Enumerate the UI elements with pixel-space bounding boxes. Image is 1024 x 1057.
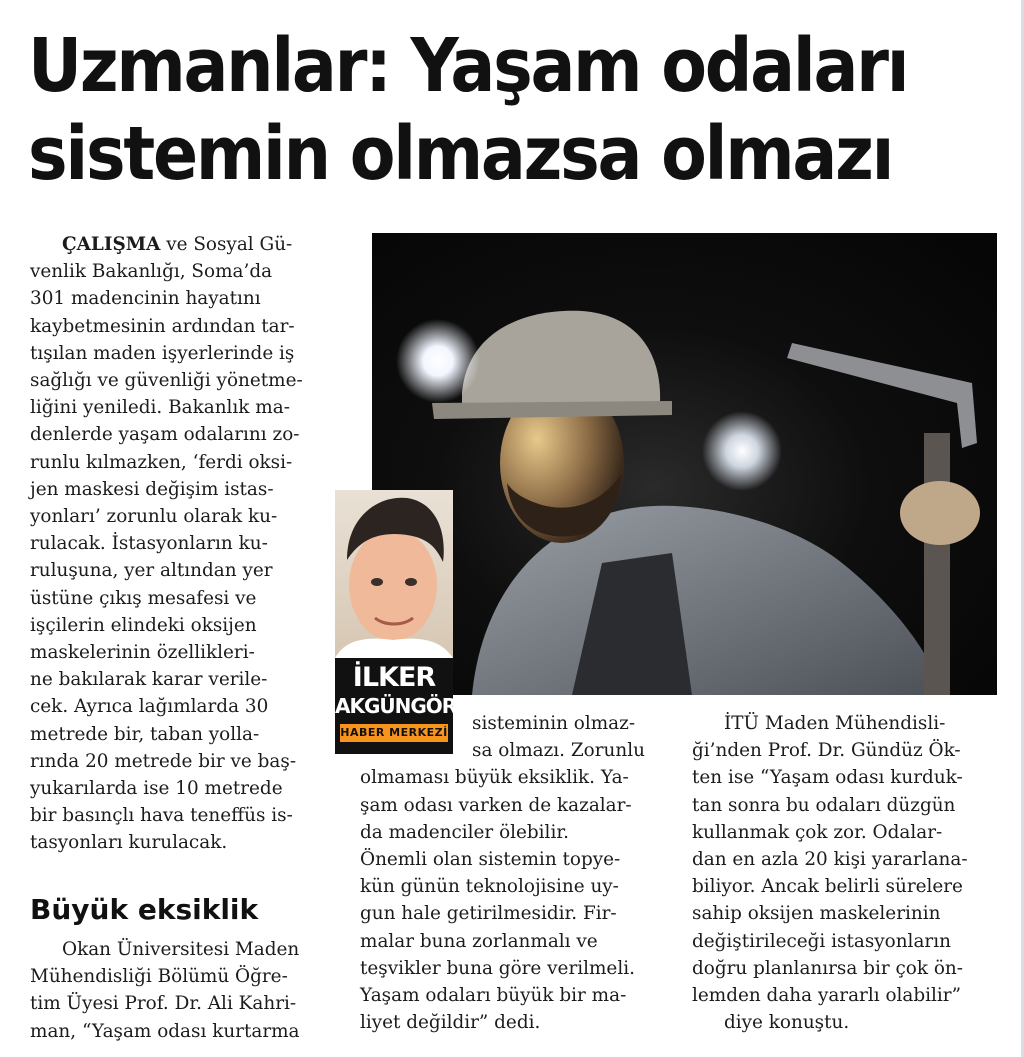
reporter-eye-left: [371, 578, 383, 586]
miner-photo: [372, 233, 997, 695]
text-line: tim Üyesi Prof. Dr. Ali Kahri-: [30, 993, 297, 1015]
headline-line-2: sistemin olmazsa olmazı: [28, 111, 893, 197]
text-line: yukarılarda ise 10 metrede: [30, 778, 283, 800]
pickaxe-handle: [924, 433, 950, 695]
article-column-3: [692, 710, 992, 1036]
text-line: runlu kılmazken, ‘ferdi oksi-: [30, 451, 293, 473]
lead-word: ÇALIŞMA: [62, 234, 161, 255]
text-line: rında 20 metrede bir ve baş-: [30, 750, 297, 772]
pickaxe-head: [787, 343, 977, 448]
text-line: tasyonları kurulacak.: [30, 832, 228, 854]
text-line: jen maskesi değişim istas-: [30, 478, 274, 500]
text-line: olmaması büyük eksiklik. Ya-: [360, 767, 629, 789]
text-line: da madenciler ölebilir.: [360, 821, 569, 843]
text-line: sisteminin olmaz-: [472, 713, 636, 734]
tunnel-light: [702, 411, 782, 491]
reporter-photo: [335, 490, 453, 658]
text-line: ten ise “Yaşam odası kurduk-: [692, 767, 963, 789]
text-line: ne bakılarak karar verile-: [30, 669, 268, 691]
text-line: rulacak. İstasyonların ku-: [30, 533, 268, 555]
byline-last-name: AKGÜNGÖR: [335, 694, 457, 718]
headlamp: [396, 319, 480, 403]
article-column-2: [360, 710, 665, 1036]
byline-desk-badge: HABER MERKEZİ: [340, 724, 448, 742]
text-line: man, “Yaşam odası kurtarma: [30, 1020, 300, 1042]
text-line: maskelerinin özellikleri-: [30, 642, 255, 664]
text-line: dan en azla 20 kişi yararlana-: [692, 849, 968, 871]
miner-hand: [900, 481, 980, 545]
byline-first-name: İLKER: [352, 662, 436, 693]
reporter-portrait: [335, 490, 453, 658]
text-line: 301 madencinin hayatını: [30, 288, 261, 310]
text-line: bir basınçlı hava teneffüs is-: [30, 805, 293, 827]
text-line: ği’nden Prof. Dr. Gündüz Ök-: [692, 740, 961, 762]
text-line: tışılan maden işyerlerinde iş: [30, 342, 295, 364]
text-line: liyet değildir” dedi.: [360, 1012, 541, 1034]
helmet-brim: [432, 401, 672, 419]
text-line: liğini yeniledi. Bakanlık ma-: [30, 397, 290, 419]
reporter-shirt: [335, 639, 453, 658]
text-line: ruluşuna, yer altından yer: [30, 560, 273, 582]
text-line-fragment: ve Sosyal Gü-: [160, 234, 293, 255]
text-line: lemden daha yararlı olabilir”: [692, 985, 961, 1007]
text-line: kün günün teknolojisine uy-: [360, 876, 619, 898]
miner-illustration: [372, 233, 997, 695]
text-line: şam odası varken de kazalar-: [360, 794, 632, 816]
text-line: cek. Ayrıca lağımlarda 30: [30, 696, 269, 718]
text-line: kaybetmesinin ardından tar-: [30, 315, 295, 337]
subheading: Büyük eksiklik: [30, 893, 259, 926]
text-line: venlik Bakanlığı, Soma’da: [30, 261, 273, 283]
headline: [28, 22, 907, 198]
text-line: doğru planlanırsa bir çok ön-: [692, 957, 963, 979]
text-line: [30, 231, 330, 258]
article-column-1-continued: [30, 936, 330, 1045]
text-line: denlerde yaşam odalarını zo-: [30, 424, 300, 446]
text-line: İTÜ Maden Mühendisli-: [724, 713, 946, 734]
text-line: gun hale getirilmesidir. Fir-: [360, 903, 617, 925]
text-line: tan sonra bu odaları düzgün: [692, 794, 956, 816]
text-line: değiştirileceği istasyonların: [692, 930, 951, 952]
text-line: Önemli olan sistemin topye-: [360, 849, 621, 871]
text-line: üstüne çıkış mesafesi ve: [30, 587, 257, 609]
text-line: teşvikler buna göre verilmeli.: [360, 957, 635, 979]
text-line: Yaşam odaları büyük bir ma-: [360, 985, 627, 1007]
text-line: sahip oksijen maskelerinin: [692, 903, 941, 925]
text-line: Okan Üniversitesi Maden: [62, 939, 300, 960]
text-line: biliyor. Ancak belirli sürelere: [692, 876, 963, 898]
text-line: malar buna zorlanmalı ve: [360, 930, 598, 952]
text-line: sağlığı ve güvenliği yönetme-: [30, 370, 303, 392]
text-line: metrede bir, taban yolla-: [30, 723, 260, 745]
text-line: kullanmak çok zor. Odalar-: [692, 821, 943, 843]
text-line: yonları’ zorunlu olarak ku-: [30, 506, 278, 528]
article-column-1: [30, 231, 330, 857]
reporter-eye-right: [405, 578, 417, 586]
text-line: sa olmazı. Zorunlu: [472, 740, 645, 762]
headline-line-1: Uzmanlar: Yaşam odaları: [28, 23, 908, 109]
text-line: diye konuştu.: [724, 1012, 850, 1034]
helmet: [462, 311, 660, 413]
text-line: işçilerin elindeki oksijen: [30, 614, 257, 636]
text-line: Mühendisliği Bölümü Öğre-: [30, 966, 288, 988]
